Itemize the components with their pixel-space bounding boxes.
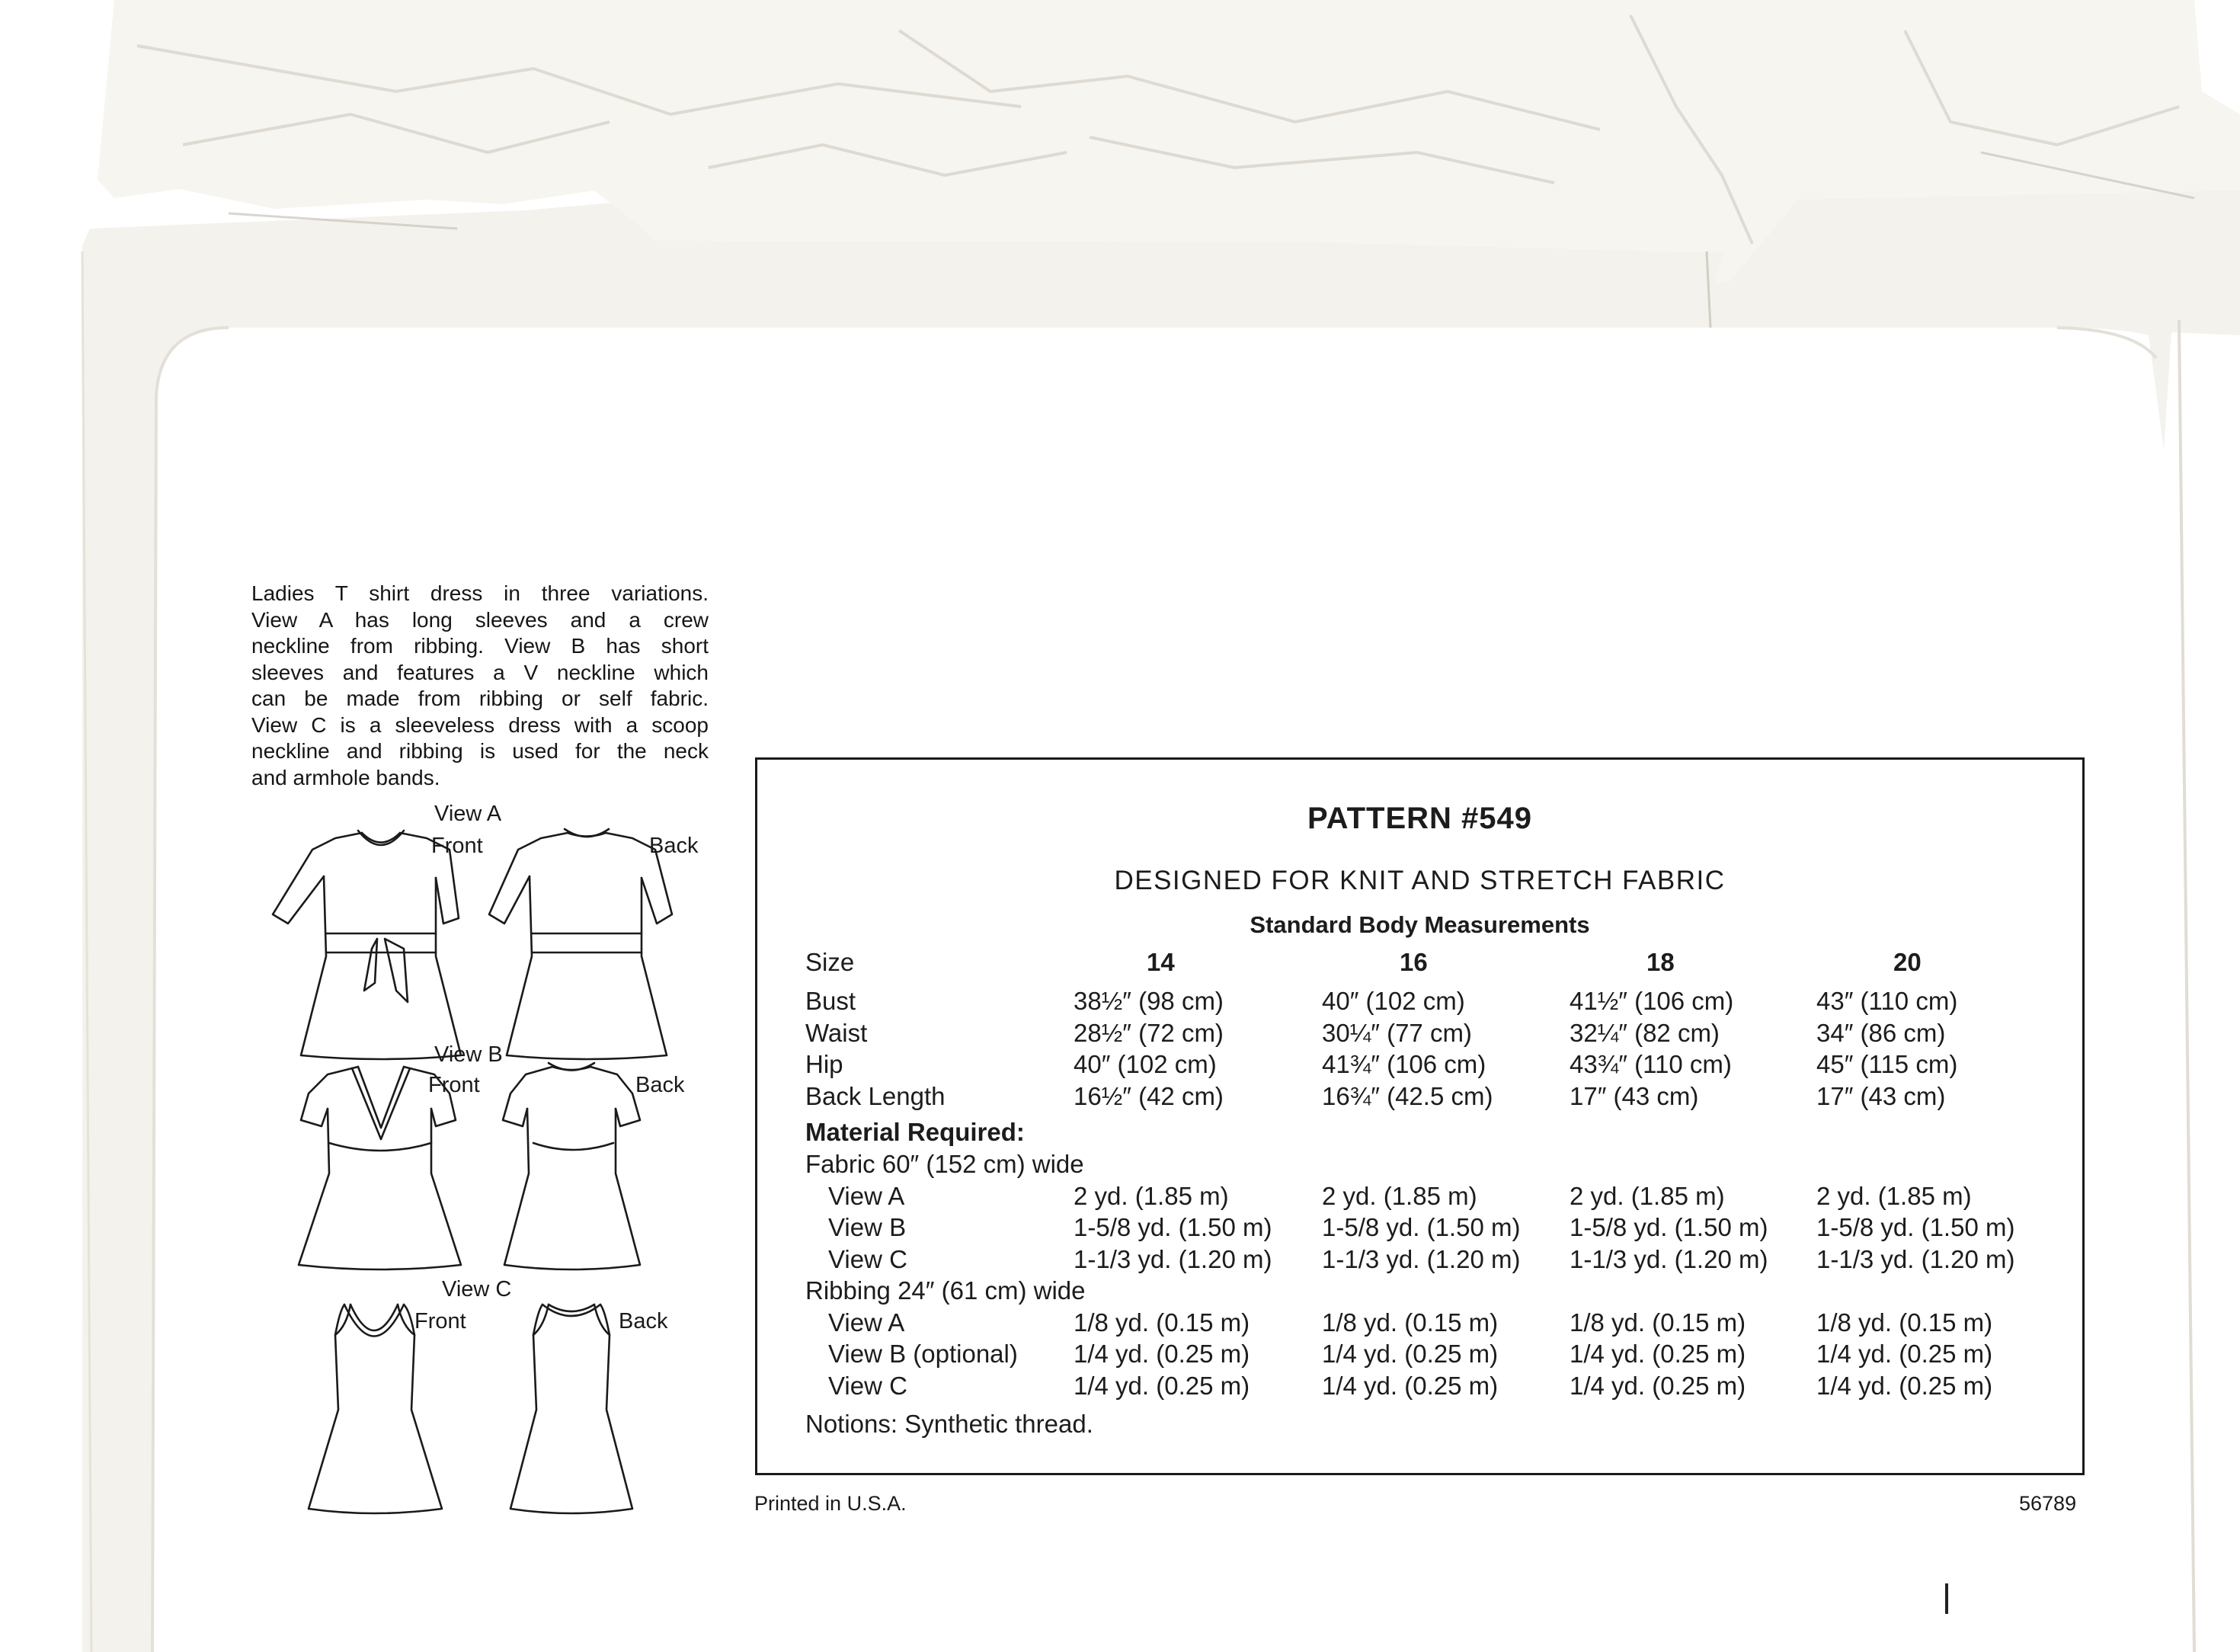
measurement-value: 32¼″ (82 cm) bbox=[1570, 1019, 1720, 1047]
pattern-title: PATTERN #549 bbox=[1307, 802, 1533, 835]
measurement-value: 45″ (115 cm) bbox=[1816, 1050, 1958, 1078]
description-line: can be made from ribbing or self fabric. bbox=[251, 687, 709, 710]
measurement-value: 40″ (102 cm) bbox=[1322, 987, 1465, 1015]
ribbing-heading-text: Ribbing 24″ (61 cm) wide bbox=[805, 1276, 1086, 1305]
fabric-row-value: 1-1/3 yd. (1.20 m) bbox=[1570, 1245, 1768, 1273]
measurement-label: Back Length bbox=[805, 1082, 946, 1110]
ribbing-row-value: 1/4 yd. (0.25 m) bbox=[1570, 1372, 1746, 1400]
description-line: neckline from ribbing. View B has short bbox=[251, 634, 709, 658]
fabric-row-value: 1-5/8 yd. (1.50 m) bbox=[1074, 1213, 1272, 1241]
measurement-value: 17″ (43 cm) bbox=[1570, 1082, 1699, 1110]
view-c-back-label: Back bbox=[619, 1309, 668, 1333]
measurement-value: 38½″ (98 cm) bbox=[1074, 987, 1224, 1015]
fabric-row-label: View B bbox=[828, 1213, 907, 1241]
fabric-row-label: View A bbox=[828, 1182, 905, 1210]
notions-text: Notions: Synthetic thread. bbox=[805, 1410, 1093, 1438]
fabric-row-value: 1-5/8 yd. (1.50 m) bbox=[1816, 1213, 2015, 1241]
description-line: sleeves and features a V neckline which bbox=[251, 660, 709, 684]
catalog-code: 56789 bbox=[2019, 1492, 2077, 1515]
size-value: 14 bbox=[1147, 948, 1175, 976]
fabric-row-label: View C bbox=[828, 1245, 907, 1273]
measurement-label: Bust bbox=[805, 987, 856, 1015]
measurement-value: 41¾″ (106 cm) bbox=[1322, 1050, 1486, 1078]
ribbing-row-value: 1/4 yd. (0.25 m) bbox=[1816, 1372, 1993, 1400]
ribbing-row-value: 1/4 yd. (0.25 m) bbox=[1322, 1340, 1499, 1368]
fabric-row-value: 1-1/3 yd. (1.20 m) bbox=[1816, 1245, 2015, 1273]
fabric-row-value: 2 yd. (1.85 m) bbox=[1322, 1182, 1477, 1210]
description-line: and armhole bands. bbox=[251, 765, 440, 789]
ribbing-row-value: 1/8 yd. (0.15 m) bbox=[1322, 1308, 1499, 1337]
fabric-row-value: 1-1/3 yd. (1.20 m) bbox=[1074, 1245, 1272, 1273]
ribbing-row-value: 1/4 yd. (0.25 m) bbox=[1074, 1372, 1250, 1400]
view-b-back-label: Back bbox=[635, 1073, 685, 1097]
view-a-front-sketch bbox=[273, 831, 461, 1059]
fabric-row-value: 1-5/8 yd. (1.50 m) bbox=[1322, 1213, 1521, 1241]
measurement-value: 16½″ (42 cm) bbox=[1074, 1082, 1224, 1110]
ribbing-row-value: 1/8 yd. (0.15 m) bbox=[1074, 1308, 1250, 1337]
ribbing-row-value: 1/4 yd. (0.25 m) bbox=[1816, 1340, 1993, 1368]
measurement-value: 43¾″ (110 cm) bbox=[1570, 1050, 1732, 1078]
measurement-value: 17″ (43 cm) bbox=[1816, 1082, 1946, 1110]
view-c-front-label: Front bbox=[414, 1309, 466, 1333]
view-b-title: View B bbox=[434, 1042, 503, 1067]
measurement-label: Waist bbox=[805, 1019, 868, 1047]
ribbing-row-value: 1/4 yd. (0.25 m) bbox=[1074, 1340, 1250, 1368]
size-value: 16 bbox=[1400, 948, 1428, 976]
view-a-back-label: Back bbox=[649, 834, 699, 858]
ribbing-row-value: 1/4 yd. (0.25 m) bbox=[1322, 1372, 1499, 1400]
fabric-heading-text: Fabric 60″ (152 cm) wide bbox=[805, 1150, 1084, 1178]
description-line: View C is a sleeveless dress with a scoop bbox=[251, 712, 709, 737]
ribbing-row-label: View C bbox=[828, 1372, 907, 1400]
description-line: neckline and ribbing is used for the neck bbox=[251, 739, 709, 763]
view-a-front-label: Front bbox=[431, 834, 483, 858]
edge-tick-mark bbox=[1945, 1583, 1948, 1614]
measurement-value: 16¾″ (42.5 cm) bbox=[1322, 1082, 1493, 1110]
fabric-row-value: 2 yd. (1.85 m) bbox=[1074, 1182, 1229, 1210]
view-c-back-sketch bbox=[510, 1305, 632, 1513]
printed-in-label: Printed in U.S.A. bbox=[754, 1492, 907, 1515]
view-a-back-sketch bbox=[489, 829, 672, 1059]
pattern-subtitle: DESIGNED FOR KNIT AND STRETCH FABRIC bbox=[1114, 866, 1726, 895]
view-c-front-sketch bbox=[309, 1305, 442, 1513]
fabric-row-value: 2 yd. (1.85 m) bbox=[1816, 1182, 1972, 1210]
ribbing-row-value: 1/4 yd. (0.25 m) bbox=[1570, 1340, 1746, 1368]
view-a-title: View A bbox=[434, 802, 502, 826]
view-b-front-label: Front bbox=[428, 1073, 480, 1097]
fabric-row-value: 1-1/3 yd. (1.20 m) bbox=[1322, 1245, 1521, 1273]
view-b-back-sketch bbox=[503, 1063, 640, 1269]
description-line: View A has long sleeves and a crew bbox=[251, 607, 709, 632]
measurement-value: 43″ (110 cm) bbox=[1816, 987, 1958, 1015]
material-heading-text: Material Required: bbox=[805, 1118, 1025, 1146]
measurement-value: 28½″ (72 cm) bbox=[1074, 1019, 1224, 1047]
measurement-label: Hip bbox=[805, 1050, 843, 1078]
measurement-value: 34″ (86 cm) bbox=[1816, 1019, 1946, 1047]
size-value: 18 bbox=[1646, 948, 1675, 976]
measurements-heading: Standard Body Measurements bbox=[1250, 911, 1590, 938]
view-c-title: View C bbox=[442, 1277, 512, 1301]
ribbing-row-value: 1/8 yd. (0.15 m) bbox=[1570, 1308, 1746, 1337]
measurement-value: 41½″ (106 cm) bbox=[1570, 987, 1734, 1015]
view-b-front-sketch bbox=[299, 1067, 461, 1269]
fabric-row-value: 2 yd. (1.85 m) bbox=[1570, 1182, 1725, 1210]
ribbing-row-label: View A bbox=[828, 1308, 905, 1337]
description-line: Ladies T shirt dress in three variations. bbox=[251, 581, 709, 605]
size-label: Size bbox=[805, 948, 855, 976]
fabric-row-value: 1-5/8 yd. (1.50 m) bbox=[1570, 1213, 1768, 1241]
measurement-value: 40″ (102 cm) bbox=[1074, 1050, 1217, 1078]
size-value: 20 bbox=[1893, 948, 1922, 976]
ribbing-row-value: 1/8 yd. (0.15 m) bbox=[1816, 1308, 1993, 1337]
ribbing-row-label: View B (optional) bbox=[828, 1340, 1018, 1368]
measurement-value: 30¼″ (77 cm) bbox=[1322, 1019, 1472, 1047]
